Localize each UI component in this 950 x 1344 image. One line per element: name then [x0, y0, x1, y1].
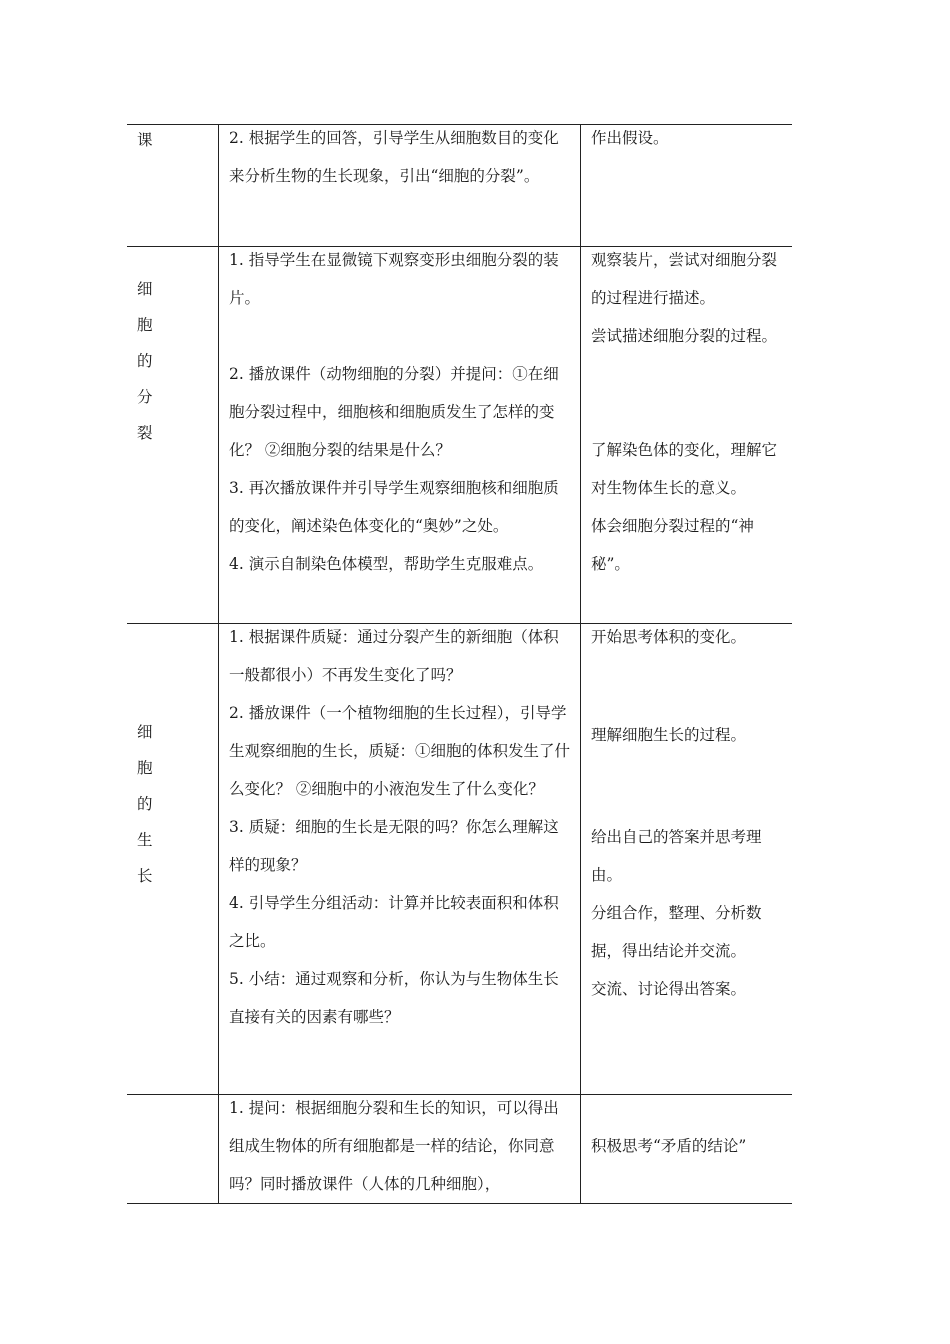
topic-label: 课 — [137, 131, 153, 149]
topic-char: 胞 — [137, 759, 153, 777]
teacher-step: 1. 提问：根据细胞分裂和生长的知识，可以得出组成生物体的所有细胞都是一样的结论，你同意吗？同时播放课件（人体的几种细胞）， — [229, 1099, 559, 1193]
table-row — [127, 1095, 792, 1204]
student-step: 开始思考体积的变化。 — [591, 628, 747, 646]
table-row — [127, 247, 792, 624]
topic-char: 胞 — [137, 316, 153, 334]
topic-char: 生 — [137, 831, 153, 849]
student-step: 交流、讨论得出答案。 — [591, 980, 747, 998]
teacher-step: 2. 根据学生的回答，引导学生从细胞数目的变化来分析生物的生长现象，引出“细胞的分裂”。 — [229, 129, 559, 185]
teacher-step: 2. 播放课件（动物细胞的分裂）并提问：①在细胞分裂过程中，细胞核和细胞质发生了怎样的变化？ ②细胞分裂的结果是什么？ — [229, 365, 559, 459]
student-activity — [581, 119, 792, 157]
student-step: 分组合作，整理、分析数据，得出结论并交流。 — [591, 904, 762, 960]
teacher-activity-cell — [219, 1095, 581, 1204]
student-step: 理解细胞生长的过程。 — [591, 726, 747, 744]
student-step: 给出自己的答案并思考理由。 — [591, 828, 762, 884]
teacher-step: 1. 根据课件质疑：通过分裂产生的新细胞（体积一般都很小）不再发生变化了吗？ — [229, 628, 559, 684]
teacher-activity — [219, 1089, 580, 1203]
table-row — [127, 624, 792, 1095]
teacher-step: 4. 演示自制染色体模型，帮助学生克服难点。 — [229, 555, 544, 573]
student-step: 积极思考“矛盾的结论” — [591, 1137, 747, 1155]
student-activity-cell — [581, 125, 793, 247]
teacher-activity — [219, 618, 580, 1036]
teacher-activity-cell — [219, 247, 581, 624]
topic-cell — [127, 1095, 219, 1204]
teacher-step: 4. 引导学生分组活动：计算并比较表面积和体积之比。 — [229, 894, 559, 950]
teacher-activity — [219, 119, 580, 195]
student-step: 了解染色体的变化，理解它对生物体生长的意义。 — [591, 441, 778, 497]
topic-cell — [127, 247, 219, 624]
lesson-plan-table — [127, 124, 792, 1204]
topic-cell — [127, 125, 219, 247]
student-activity-cell — [581, 624, 793, 1095]
teacher-step: 3. 再次播放课件并引导学生观察细胞核和细胞质的变化，阐述染色体变化的“奥妙”之处。 — [229, 479, 559, 535]
teacher-activity-cell — [219, 624, 581, 1095]
student-step: 体会细胞分裂过程的“神秘”。 — [591, 517, 754, 573]
student-step: 观察装片，尝试对细胞分裂的过程进行描述。 — [591, 251, 778, 307]
topic-char: 分 — [137, 388, 153, 406]
teacher-activity-cell — [219, 125, 581, 247]
topic-char: 裂 — [137, 424, 153, 442]
topic-char: 细 — [137, 723, 153, 741]
topic-char: 的 — [137, 352, 153, 370]
topic-char: 的 — [137, 795, 153, 813]
topic-cell — [127, 624, 219, 1095]
topic-char: 长 — [137, 867, 153, 885]
student-step: 尝试描述细胞分裂的过程。 — [591, 327, 778, 345]
topic-vertical-label — [127, 247, 218, 451]
student-activity-cell — [581, 1095, 793, 1204]
table-row — [127, 125, 792, 247]
student-activity-cell — [581, 247, 793, 624]
teacher-activity — [219, 241, 580, 583]
teacher-step: 3. 质疑：细胞的生长是无限的吗？你怎么理解这样的现象？ — [229, 818, 559, 874]
student-activity — [581, 618, 792, 1008]
teacher-step: 2. 播放课件（一个植物细胞的生长过程），引导学生观察细胞的生长，质疑：①细胞的体积发生了什么变化？ ②细胞中的小液泡发生了什么变化？ — [229, 704, 571, 798]
student-activity — [581, 1095, 792, 1165]
teacher-step: 1. 指导学生在显微镜下观察变形虫细胞分裂的装片。 — [229, 251, 559, 307]
teacher-step: 5. 小结：通过观察和分析，你认为与生物体生长直接有关的因素有哪些？ — [229, 970, 559, 1026]
student-activity — [581, 241, 792, 583]
topic-vertical-label — [127, 624, 218, 894]
student-step: 作出假设。 — [591, 129, 669, 147]
topic-char: 细 — [137, 280, 153, 298]
